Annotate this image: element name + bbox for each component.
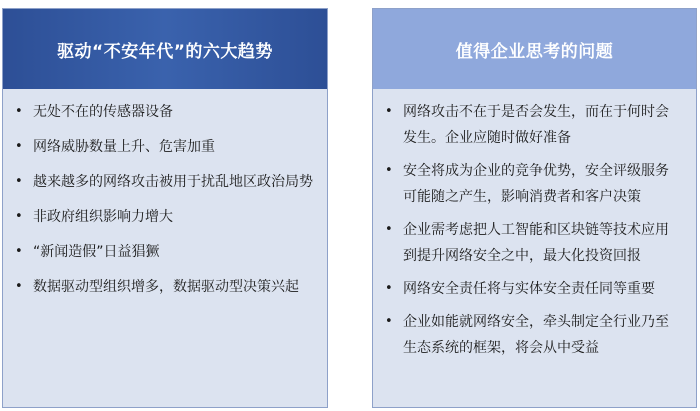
list-item-text: 非政府组织影响力增大 [33,209,173,225]
list-item [15,134,313,160]
list-item [15,274,313,300]
questions-panel [372,8,697,408]
list-item-text: 数据驱动型组织增多，数据驱动型决策兴起 [33,279,299,295]
list-item-text: 企业如能就网络安全，牵头制定全行业乃至生态系统的框架，将会从中受益 [403,314,669,356]
trends-panel-title: 驱动“不安年代”的六大趋势 [3,9,327,89]
bullet-icon: • [385,104,393,119]
list-item [15,239,313,265]
bullet-icon: • [15,209,23,224]
list-item [15,169,313,195]
trends-panel [2,8,328,408]
list-item-text: 网络威胁数量上升、危害加重 [33,139,215,155]
trends-list [3,89,327,300]
bullet-icon: • [15,104,23,119]
bullet-icon: • [15,279,23,294]
list-item [15,99,313,125]
list-item [385,99,682,151]
list-item [385,158,682,210]
bullet-icon: • [385,314,393,329]
list-item [385,276,682,302]
bullet-icon: • [385,281,393,296]
questions-panel-title: 值得企业思考的问题 [373,9,696,89]
list-item-text: 无处不在的传感器设备 [33,104,173,120]
bullet-icon: • [385,222,393,237]
questions-list [373,89,696,361]
bullet-icon: • [385,163,393,178]
list-item-text: “新闻造假”日益猖獗 [33,244,160,260]
list-item [15,204,313,230]
list-item [385,309,682,361]
list-item-text: 安全将成为企业的竞争优势，安全评级服务可能随之产生，影响消费者和客户决策 [403,163,669,205]
bullet-icon: • [15,244,23,259]
list-item-text: 网络攻击不在于是否会发生，而在于何时会发生。企业应随时做好准备 [403,104,669,146]
list-item-text: 企业需考虑把人工智能和区块链等技术应用到提升网络安全之中，最大化投资回报 [403,222,669,264]
list-item-text: 越来越多的网络攻击被用于扰乱地区政治局势 [33,174,313,190]
list-item-text: 网络安全责任将与实体安全责任同等重要 [403,281,655,297]
list-item [385,217,682,269]
bullet-icon: • [15,174,23,189]
bullet-icon: • [15,139,23,154]
